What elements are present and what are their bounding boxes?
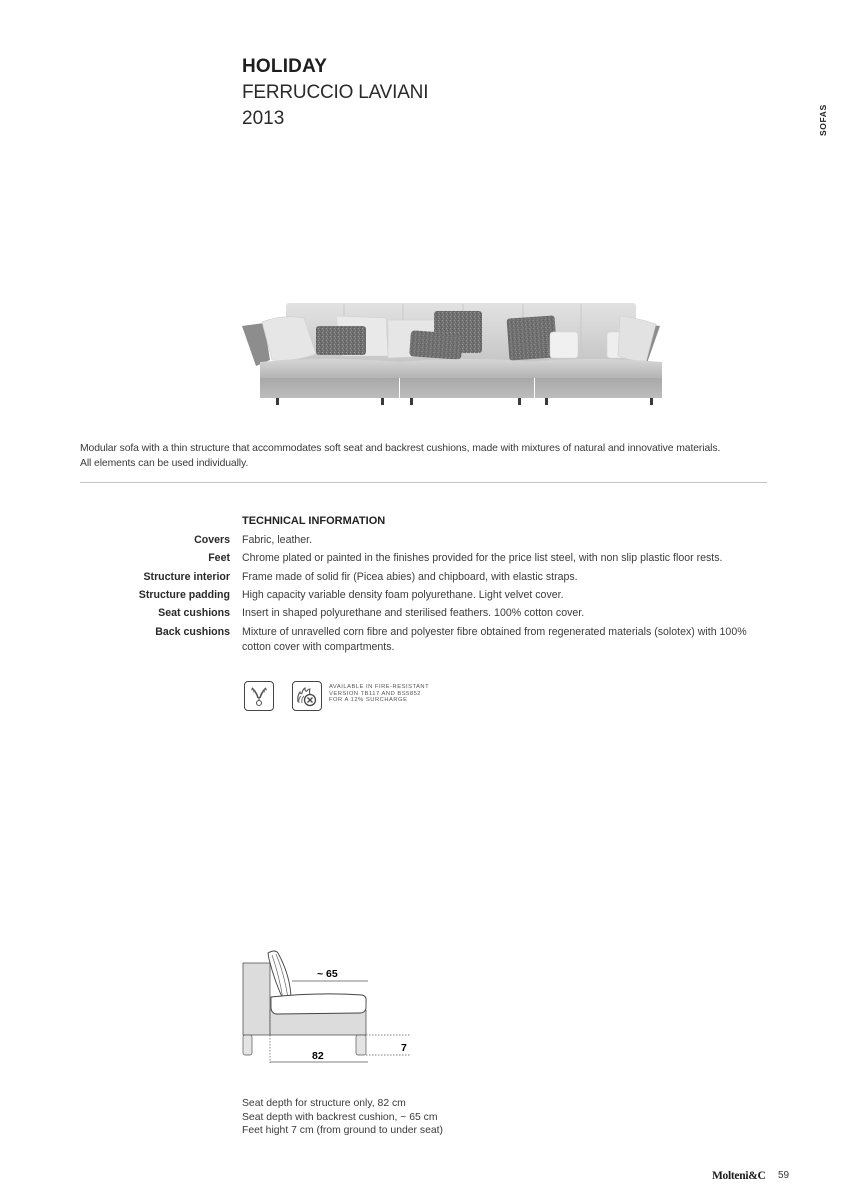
feather-filling-icon [244,681,274,711]
dim-seat-depth: 82 [312,1050,324,1062]
section-tab: SOFAS [818,104,828,136]
brand-logo: Molteni&C [712,1170,766,1182]
dimension-notes [242,1097,443,1138]
dim-backrest-depth: ~ 65 [317,968,338,980]
drawing-back-frame [243,963,270,1035]
dimension-note: Seat depth with backrest cushion, ~ 65 cm [242,1111,438,1123]
spec-value: Insert in shaped polyurethane and sterilised feathers. 100% cotton cover. [242,607,585,619]
spec-label: Structure interior [143,571,230,583]
spec-label: Covers [194,534,230,546]
product-description [80,442,780,471]
designer-name: FERRUCCIO LAVIANI [242,82,429,103]
spec-label: Back cushions [155,626,230,638]
fire-note-line: FOR A 12% SURCHARGE [329,697,408,704]
spec-value: Mixture of unravelled corn fibre and polyester fibre obtained from regenerated materials (solotex) with 100% cotton cover with compartments. [242,626,747,653]
drawing-foot [243,1035,252,1055]
dim-feet-height: 7 [401,1042,407,1054]
description-line: Modular sofa with a thin structure that accommodates soft seat and backrest cushions, made with mixtures of natural and innovative materials. [80,443,721,454]
spec-value: Frame made of solid fir (Picea abies) and chipboard, with elastic straps. [242,571,578,583]
fire-resistant-icon [292,681,322,711]
dimension-note: Feet hight 7 cm (from ground to under seat) [242,1125,443,1137]
dimension-drawing [238,945,418,1070]
spec-label: Seat cushions [158,607,230,619]
page-number: 59 [778,1170,790,1181]
section-divider [80,482,767,483]
fire-note-line: AVAILABLE IN FIRE-RESISTANT [329,684,430,690]
drawing-foot [356,1035,366,1055]
product-image [238,296,664,408]
description-line: All elements can be used individually. [80,457,249,469]
sofa-feet [276,398,653,405]
drawing-seat-cushion [271,994,366,1014]
spec-value: High capacity variable density foam polyurethane. Light velvet cover. [242,589,564,601]
spec-value: Chrome plated or painted in the finishes provided for the price list steel, with non slip plastic floor rests. [242,552,723,564]
spec-label: Feet [208,552,230,564]
spec-label: Structure padding [138,589,230,601]
sofa-seats [260,359,662,378]
spec-value: Fabric, leather. [242,534,313,546]
dimension-note: Seat depth for structure only, 82 cm [242,1098,406,1109]
fire-note-line: VERSION TB117 AND BS5852 [329,690,422,697]
product-title: HOLIDAY [242,56,328,77]
sofa-base [260,378,662,398]
technical-heading: TECHNICAL INFORMATION [242,515,386,527]
design-year: 2013 [242,108,285,129]
fire-resistant-note [329,684,429,704]
